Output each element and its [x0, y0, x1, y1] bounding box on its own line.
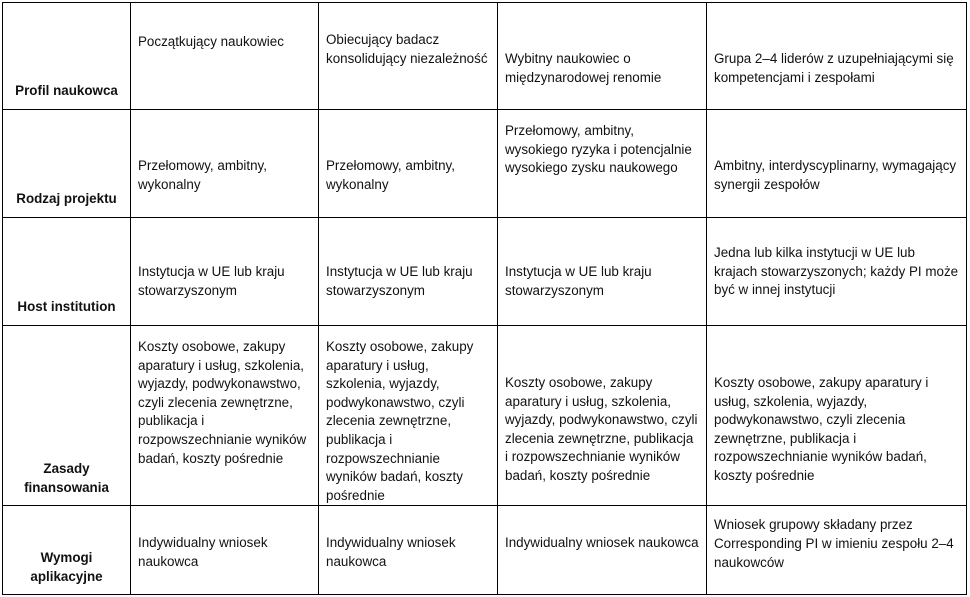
- row-header-host-institution: Host institution: [3, 218, 131, 326]
- table-cell[interactable]: Indywidualny wniosek naukowca: [131, 506, 319, 595]
- table-cell[interactable]: Indywidualny wniosek naukowca: [319, 506, 498, 595]
- row-header-zasady-finansowania: Zasady finansowania: [3, 326, 131, 506]
- table-cell[interactable]: Grupa 2–4 liderów z uzupełniającymi się kompetencjami i zespołami: [707, 3, 967, 110]
- table-cell[interactable]: Instytucja w UE lub kraju stowarzyszonym: [498, 218, 707, 326]
- table-cell[interactable]: Koszty osobowe, zakupy aparatury i usług, szkolenia, wyjazdy, podwykonawstwo, czyli zlecenia zewnętrzne, publikacja i rozpowszechnianie wyników badań, koszty pośrednie: [319, 326, 498, 506]
- table-cell[interactable]: Początkujący naukowiec: [131, 3, 319, 110]
- table-row: [3, 326, 967, 506]
- row-header-wymogi-aplikacyjne: Wymogi aplikacyjne: [3, 506, 131, 595]
- table-cell[interactable]: Koszty osobowe, zakupy aparatury i usług, szkolenia, wyjazdy, podwykonawstwo, czyli zlecenia zewnętrzne, publikacja i rozpowszechnianie wyników badań, koszty pośrednie: [498, 326, 707, 506]
- table-row: [3, 506, 967, 595]
- table-row: [3, 218, 967, 326]
- table-cell[interactable]: Ambitny, interdyscyplinarny, wymagający synergii zespołów: [707, 110, 967, 218]
- table-cell[interactable]: Instytucja w UE lub kraju stowarzyszonym: [319, 218, 498, 326]
- table-cell[interactable]: Wniosek grupowy składany przez Corresponding PI w imieniu zespołu 2–4 naukowców: [707, 506, 967, 595]
- table-row: [3, 3, 967, 110]
- table-row: [3, 110, 967, 218]
- row-header-rodzaj-projektu: Rodzaj projektu: [3, 110, 131, 218]
- table-cell[interactable]: Jedna lub kilka instytucji w UE lub krajach stowarzyszonych; każdy PI może być w innej instytucji: [707, 218, 967, 326]
- table-cell[interactable]: Koszty osobowe, zakupy aparatury i usług, szkolenia, wyjazdy, podwykonawstwo, czyli zlecenia zewnętrzne, publikacja i rozpowszechnianie wyników badań, koszty pośrednie: [131, 326, 319, 506]
- table-cell[interactable]: Obiecujący badacz konsolidujący niezależność: [319, 3, 498, 110]
- row-header-profil-naukowca: Profil naukowca: [3, 3, 131, 110]
- table-cell[interactable]: Instytucja w UE lub kraju stowarzyszonym: [131, 218, 319, 326]
- table-cell[interactable]: Przełomowy, ambitny, wykonalny: [319, 110, 498, 218]
- comparison-table: [2, 2, 967, 595]
- table-cell[interactable]: Wybitny naukowiec o międzynarodowej renomie: [498, 3, 707, 110]
- table-cell[interactable]: Koszty osobowe, zakupy aparatury i usług, szkolenia, wyjazdy, podwykonawstwo, czyli zlecenia zewnętrzne, publikacja i rozpowszechnianie wyników badań, koszty pośrednie: [707, 326, 967, 506]
- table-cell[interactable]: Indywidualny wniosek naukowca: [498, 506, 707, 595]
- table-cell[interactable]: Przełomowy, ambitny, wykonalny: [131, 110, 319, 218]
- table-cell[interactable]: Przełomowy, ambitny, wysokiego ryzyka i potencjalnie wysokiego zysku naukowego: [498, 110, 707, 218]
